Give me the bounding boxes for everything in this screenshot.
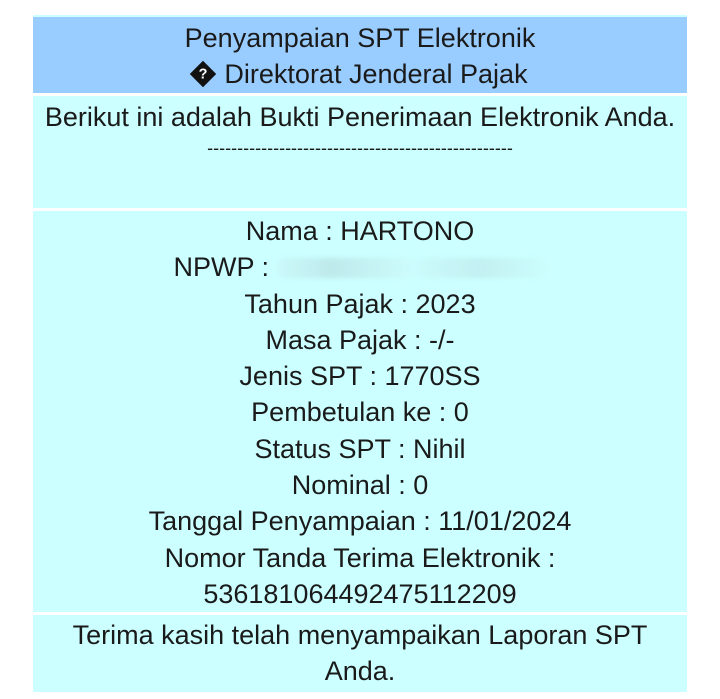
intro-section [33,97,687,159]
receipt-card [33,15,687,692]
replacement-character-icon [190,61,216,87]
header-subtitle: Direktorat Jenderal Pajak [224,59,528,89]
status-spt-row: Status SPT : Nihil [254,433,466,464]
footer-message: Terima kasih telah menyampaikan Laporan SPT Anda. [72,620,648,686]
nte-value-row: 536181064492475112209 [203,578,517,609]
details-section [33,213,687,612]
tahun-pajak-row: Tahun Pajak : 2023 [244,288,476,319]
receipt-header [33,17,687,93]
nominal-row: Nominal : 0 [291,470,429,501]
footer-section [33,617,687,689]
npwp-label: NPWP : [173,252,277,283]
jenis-spt-row: Jenis SPT : 1770SS [239,361,481,392]
nte-label-row: Nomor Tanda Terima Elektronik : [164,542,556,573]
npwp-value-redacted [277,258,547,278]
intro-message: Berikut ini adalah Bukti Penerimaan Elektronik Anda. [44,102,676,132]
separator-details [33,612,687,615]
separator-intro [33,208,687,211]
pembetulan-row: Pembetulan ke : 0 [251,397,469,428]
npwp-row [33,249,687,285]
header-subtitle-line [33,56,687,92]
intro-divider: --------------------------------------------------- [207,138,513,158]
separator-header [33,93,687,96]
masa-pajak-row: Masa Pajak : -/- [265,324,455,355]
nama-row: Nama : HARTONO [245,216,475,246]
tanggal-row: Tanggal Penyampaian : 11/01/2024 [148,506,572,537]
header-title: Penyampaian SPT Elektronik [184,23,536,53]
